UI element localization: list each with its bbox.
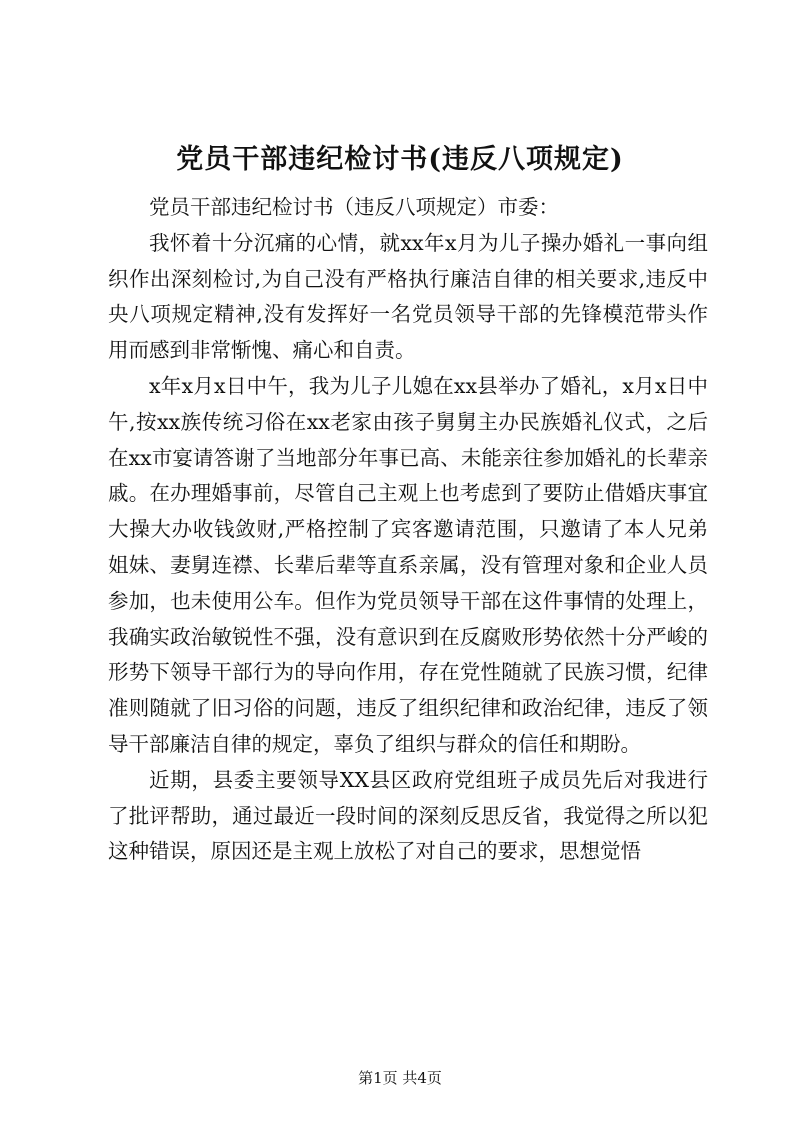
- paragraph-2: x年x月x日中午，我为儿子儿媳在xx县举办了婚礼，x月x日中午,按xx族传统习俗在xx老家由孩子舅舅主办民族婚礼仪式，之后在xx市宴请答谢了当地部分年事已高、未能亲往参加婚礼的长辈亲戚。在办理婚事前，尽管自己主观上也考虑到了要防止借婚庆事宜大操大办收钱敛财,严格控制了宾客邀请范围，只邀请了本人兄弟姐妹、妻舅连襟、长辈后辈等直系亲属，没有管理对象和企业人员参加，也未使用公车。但作为党员领导干部在这件事情的处理上，我确实政治敏锐性不强，没有意识到在反腐败形势依然十分严峻的形势下领导干部行为的导向作用，存在党性随就了民族习惯，纪律准则随就了旧习俗的问题，违反了组织纪律和政治纪律，违反了领导干部廉洁自律的规定，辜负了组织与群众的信任和期盼。: [108, 373, 708, 756]
- paragraph-salutation: 党员干部违纪检讨书（违反八项规定）市委：: [149, 195, 559, 219]
- paragraph-1: 我怀着十分沉痛的心情，就xx年x月为儿子操办婚礼一事向组织作出深刻检讨,为自己没有严格执行廉洁自律的相关要求,违反中央八项规定精神,没有发挥好一名党员领导干部的先锋模范带头作用而感到非常惭愧、痛心和自责。: [108, 230, 708, 363]
- document-body: [108, 190, 708, 870]
- page-number-footer: 第1页 共4页: [358, 1069, 442, 1087]
- document-title: 党员干部违纪检讨书(违反八项规定): [176, 144, 624, 175]
- paragraph-3: 近期，县委主要领导XX县区政府党组班子成员先后对我进行了批评帮助，通过最近一段时间的深刻反思反省，我觉得之所以犯这种错误，原因还是主观上放松了对自己的要求，思想觉悟: [108, 767, 708, 864]
